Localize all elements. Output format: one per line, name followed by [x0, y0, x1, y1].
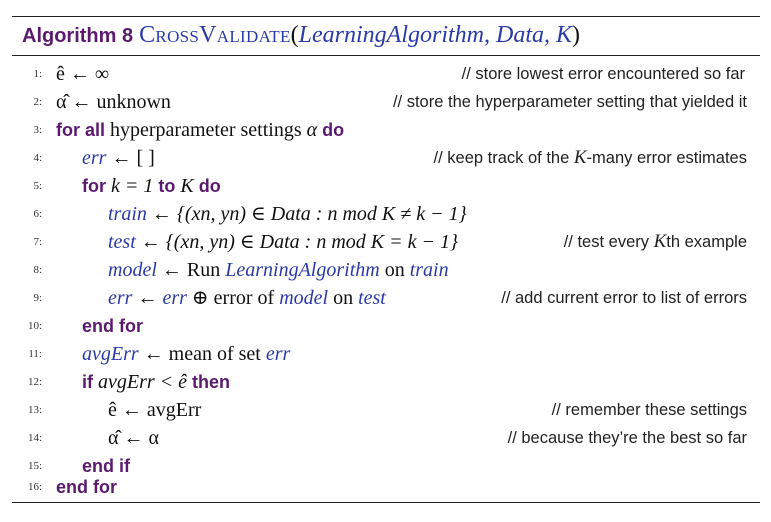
caption-top-rule — [12, 16, 760, 17]
open-paren: ( — [290, 22, 299, 48]
line-code — [56, 473, 117, 501]
line-number: 16: — [27, 481, 42, 493]
code-text: ← — [132, 287, 163, 309]
variable: LearningAlgorithm — [225, 259, 380, 281]
keyword: then — [192, 372, 231, 392]
algorithm-label: Algorithm 8 — [22, 25, 134, 47]
line-number: 5: — [33, 180, 42, 192]
line-comment: // keep track of the K-many error estimates — [433, 147, 747, 168]
variable: err — [108, 287, 133, 309]
line-code — [82, 368, 230, 396]
line-code — [56, 116, 344, 144]
keyword: do — [198, 176, 221, 196]
variable: err — [82, 147, 107, 169]
code-text: avgErr < ê — [93, 371, 193, 393]
code-text: ← Run — [156, 259, 226, 281]
line-code — [82, 340, 290, 368]
line-code — [82, 144, 155, 172]
variable: train — [409, 259, 449, 281]
algo-line-12 — [0, 368, 771, 396]
variable: test — [358, 287, 386, 309]
line-number: 3: — [33, 124, 42, 136]
code-text: ← {(xn, yn) ∈ Data : n mod K = k − 1} — [135, 231, 458, 253]
keyword: end for — [82, 316, 143, 336]
algo-line-2 — [0, 88, 771, 116]
algo-line-7 — [0, 228, 771, 256]
line-number: 10: — [27, 320, 42, 332]
algo-line-8 — [0, 256, 771, 284]
line-number: 7: — [33, 236, 42, 248]
keyword: end if — [82, 456, 130, 476]
algo-line-5 — [0, 172, 771, 200]
keyword: for all — [56, 120, 106, 140]
variable: model — [279, 287, 329, 309]
code-text: hyperparameter settings — [105, 119, 307, 141]
line-number: 8: — [33, 264, 42, 276]
caption-bottom-rule — [12, 55, 760, 56]
line-code — [108, 200, 467, 228]
function-name: CrossValidate — [139, 22, 291, 48]
line-code — [82, 172, 221, 200]
line-number: 1: — [33, 68, 42, 80]
algo-line-6 — [0, 200, 771, 228]
algo-line-11 — [0, 340, 771, 368]
line-comment: // add current error to list of errors — [501, 289, 747, 307]
variable: avgErr — [82, 343, 139, 365]
line-comment: // store lowest error encountered so far — [461, 65, 745, 83]
line-number: 15: — [27, 460, 42, 472]
line-code — [82, 312, 143, 340]
line-number: 14: — [27, 432, 42, 444]
line-code: ê ← ∞ — [56, 63, 110, 85]
keyword: to — [158, 176, 176, 196]
algorithm-caption — [22, 20, 580, 51]
line-number: 11: — [28, 348, 42, 360]
code-text: ← mean of set — [138, 343, 266, 365]
line-code: ê ← avgErr — [108, 399, 202, 421]
line-code: α̂ ← α — [108, 427, 159, 449]
line-comment: // remember these settings — [551, 401, 747, 419]
variable: err — [265, 343, 291, 365]
keyword: end for — [56, 477, 117, 497]
line-code — [108, 228, 458, 256]
line-number: 4: — [33, 152, 42, 164]
keyword: for — [82, 176, 106, 196]
code-text: on — [328, 287, 359, 309]
variable: train — [108, 203, 147, 225]
line-number: 12: — [27, 376, 42, 388]
line-code — [108, 284, 386, 312]
algo-line-10 — [0, 312, 771, 340]
algo-line-9 — [0, 284, 771, 312]
function-args: LearningAlgorithm, Data, K — [298, 22, 573, 48]
code-text: k = 1 — [106, 175, 159, 197]
algo-line-16 — [0, 473, 771, 501]
code-text: K — [175, 175, 199, 197]
variable: err — [162, 287, 187, 309]
line-number: 9: — [33, 292, 42, 304]
code-text: ← {(xn, yn) ∈ Data : n mod K ≠ k − 1} — [146, 203, 467, 225]
line-comment: // because they’re the best so far — [507, 429, 747, 447]
code-text: on — [379, 259, 410, 281]
code-text: ⊕ error of — [186, 287, 280, 309]
line-comment: // test every Kth example — [563, 231, 747, 252]
close-paren: ) — [572, 22, 581, 48]
code-text: ← [ ] — [106, 147, 155, 169]
algo-line-14 — [0, 424, 771, 452]
line-number: 2: — [33, 96, 42, 108]
line-code: α̂ ← unknown — [56, 91, 171, 113]
variable: model — [108, 259, 157, 281]
algo-line-3 — [0, 116, 771, 144]
variable: test — [108, 231, 136, 253]
line-number: 6: — [33, 208, 42, 220]
variable: α — [306, 119, 318, 141]
keyword: if — [82, 372, 93, 392]
algo-line-4 — [0, 144, 771, 172]
keyword: do — [317, 120, 345, 140]
line-code — [108, 256, 449, 284]
line-number: 13: — [27, 404, 42, 416]
algo-line-13 — [0, 396, 771, 424]
algorithm-bottom-rule — [12, 502, 760, 503]
line-comment: // store the hyperparameter setting that yielded it — [392, 93, 747, 111]
algo-line-1 — [0, 60, 771, 88]
